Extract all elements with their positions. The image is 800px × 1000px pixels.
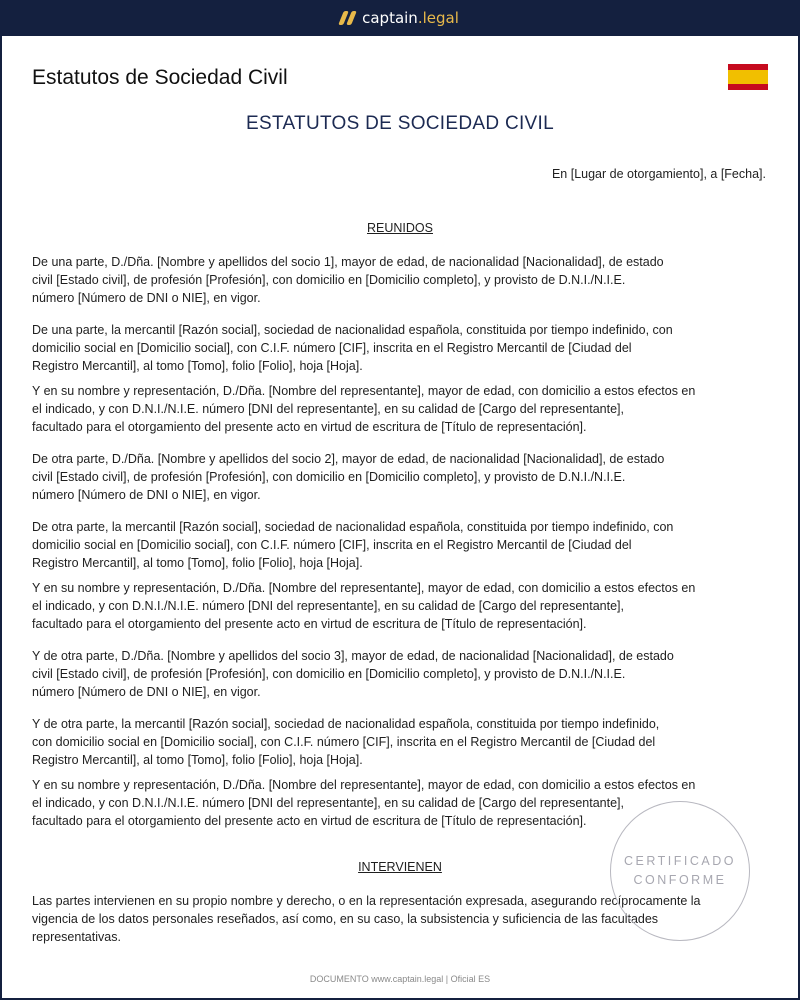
paragraph-line: civil [Estado civil], de profesión [Profesión], con domicilio en [Domicilio completo], y provisto de D.N.I./N.I.E. xyxy=(32,667,626,681)
paragraph-line: domicilio social en [Domicilio social], con C.I.F. número [CIF], inscrita en el Registro Mercantil de [Ciudad del xyxy=(32,538,632,552)
stamp-line: CONFORME xyxy=(633,873,727,887)
paragraph-line: el indicado, y con D.N.I./N.I.E. número [DNI del representante], en su calidad de [Cargo del representante], xyxy=(32,599,624,613)
paragraph-line: con domicilio social en [Domicilio social], con C.I.F. número [CIF], inscrita en el Registro Mercantil de [Ciudad del xyxy=(32,735,656,749)
paragraph-representante-2 xyxy=(32,579,762,633)
section-title-reunidos: REUNIDOS xyxy=(367,221,433,235)
paragraph-line: el indicado, y con D.N.I./N.I.E. número [DNI del representante], en su calidad de [Cargo del representante], xyxy=(32,402,624,416)
brand-logo[interactable] xyxy=(341,9,459,27)
paragraph-line: facultado para el otorgamiento del presente acto en virtud de escritura de [Título de representación]. xyxy=(32,814,587,828)
paragraph-line: Registro Mercantil], al tomo [Tomo], folio [Folio], hoja [Hoja]. xyxy=(32,753,363,767)
paragraph-line: número [Número de DNI o NIE], en vigor. xyxy=(32,685,261,699)
paragraph-line: Y en su nombre y representación, D./Dña. [Nombre del representante], mayor de edad, con domicilio a estos efectos en xyxy=(32,778,696,792)
paragraph-mercantil-3 xyxy=(32,715,762,769)
paragraph-socio-1 xyxy=(32,253,762,307)
paragraph-socio-3 xyxy=(32,647,762,701)
brand-name: captain.legal xyxy=(362,9,459,27)
paragraph-line: el indicado, y con D.N.I./N.I.E. número [DNI del representante], en su calidad de [Cargo del representante], xyxy=(32,796,624,810)
paragraph-line: facultado para el otorgamiento del presente acto en virtud de escritura de [Título de representación]. xyxy=(32,420,587,434)
paragraph-line: Y en su nombre y representación, D./Dña. [Nombre del representante], mayor de edad, con domicilio a estos efectos en xyxy=(32,384,696,398)
paragraph-mercantil-1 xyxy=(32,321,762,375)
paragraph-line: Registro Mercantil], al tomo [Tomo], folio [Folio], hoja [Hoja]. xyxy=(32,556,363,570)
paragraph-line: De una parte, D./Dña. [Nombre y apellidos del socio 1], mayor de edad, de nacionalidad [Nacionalidad], de estado xyxy=(32,255,664,269)
top-bar xyxy=(0,0,800,36)
paragraph-line: Y de otra parte, D./Dña. [Nombre y apellidos del socio 3], mayor de edad, de nacionalidad [Nacionalidad], de estado xyxy=(32,649,674,663)
document-heading: ESTATUTOS DE SOCIEDAD CIVIL xyxy=(246,113,554,134)
paragraph-line: Registro Mercantil], al tomo [Tomo], folio [Folio], hoja [Hoja]. xyxy=(32,359,363,373)
paragraph-line: De una parte, la mercantil [Razón social], sociedad de nacionalidad española, constituida por tiempo indefinido, con xyxy=(32,323,673,337)
paragraph-line: De otra parte, D./Dña. [Nombre y apellidos del socio 2], mayor de edad, de nacionalidad [Nacionalidad], de estado xyxy=(32,452,665,466)
paragraph-mercantil-2 xyxy=(32,518,762,572)
certified-stamp xyxy=(610,801,750,941)
stamp-line: CERTIFICADO xyxy=(624,854,736,868)
paragraph-line: Y en su nombre y representación, D./Dña. [Nombre del representante], mayor de edad, con domicilio a estos efectos en xyxy=(32,581,696,595)
paragraph-line: número [Número de DNI o NIE], en vigor. xyxy=(32,291,261,305)
paragraph-line: número [Número de DNI o NIE], en vigor. xyxy=(32,488,261,502)
paragraph-line: Y de otra parte, la mercantil [Razón social], sociedad de nacionalidad española, constituida por tiempo indefinido, xyxy=(32,717,660,731)
document-title: Estatutos de Sociedad Civil xyxy=(32,66,288,89)
document-footer: DOCUMENTO www.captain.legal | Oficial ES xyxy=(309,974,491,984)
paragraph-line: civil [Estado civil], de profesión [Profesión], con domicilio en [Domicilio completo], y provisto de D.N.I./N.I.E. xyxy=(32,273,626,287)
section-title-intervienen: INTERVIENEN xyxy=(358,860,442,874)
paragraph-line: civil [Estado civil], de profesión [Profesión], con domicilio en [Domicilio completo], y provisto de D.N.I./N.I.E. xyxy=(32,470,626,484)
paragraph-line: Las partes intervienen en su propio nombre y derecho, o en la representación expresada, asegurando recíprocamente la xyxy=(32,894,701,908)
place-date: En [Lugar de otorgamiento], a [Fecha]. xyxy=(551,167,766,181)
paragraph-socio-2 xyxy=(32,450,762,504)
brand-mark-icon xyxy=(341,11,354,25)
paragraph-line: domicilio social en [Domicilio social], con C.I.F. número [CIF], inscrita en el Registro Mercantil de [Ciudad del xyxy=(32,341,632,355)
spain-flag-icon xyxy=(728,64,768,90)
paragraph-representante-1 xyxy=(32,382,762,436)
paragraph-line: vigencia de los datos personales reseñados, así como, en su caso, la subsistencia y suficiencia de las facultades xyxy=(32,912,659,926)
paragraph-line: facultado para el otorgamiento del presente acto en virtud de escritura de [Título de representación]. xyxy=(32,617,587,631)
paragraph-line: representativas. xyxy=(32,930,121,944)
paragraph-line: De otra parte, la mercantil [Razón social], sociedad de nacionalidad española, constituida por tiempo indefinido, con xyxy=(32,520,674,534)
